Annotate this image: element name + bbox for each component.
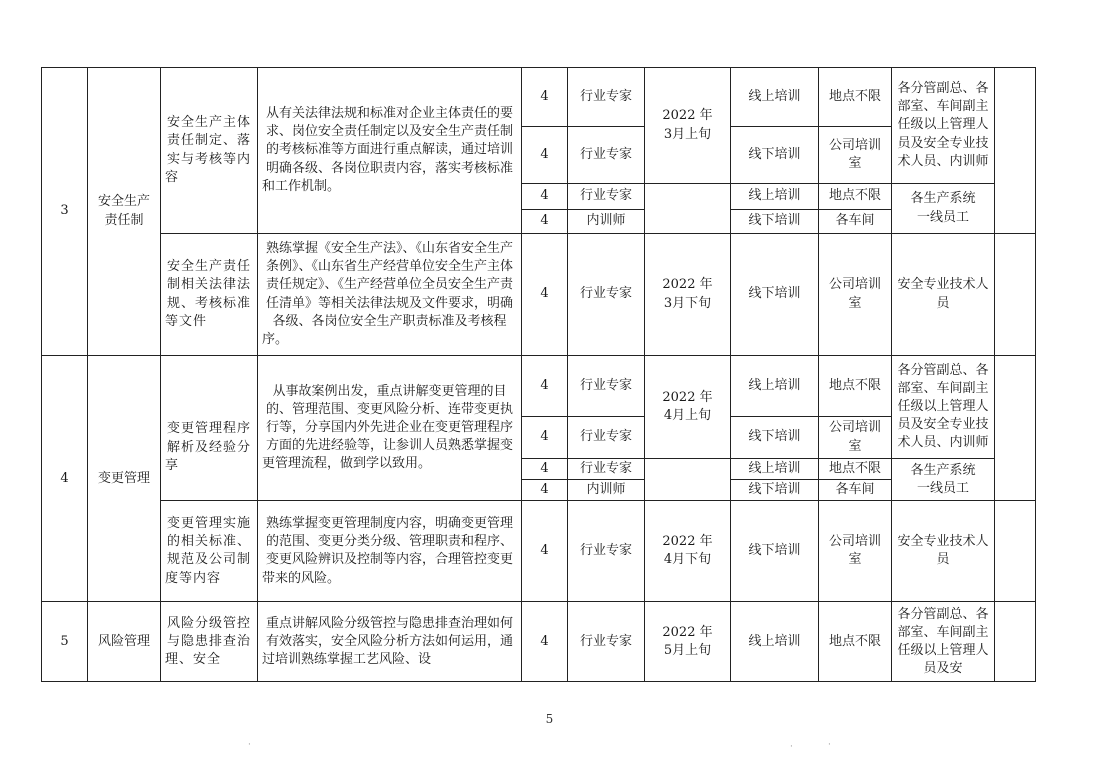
audience-cell: 各生产系统 一线员工: [892, 184, 995, 234]
blank-cell: [995, 602, 1036, 682]
row-number: 4: [42, 356, 88, 602]
audience-cell: 各分管副总、各部室、车间副主任级以上管理人员及安全专业技术人员、内训师: [892, 356, 995, 459]
mode-cell: 线下培训: [731, 210, 819, 234]
training-plan-table: [41, 67, 1036, 682]
mode-cell: 线下培训: [731, 480, 819, 501]
topic-cell: 安全生产责任制相关法律法规、考核标准等文件: [161, 234, 258, 356]
category-cell: 风险管理: [88, 602, 161, 682]
audience-cell: 安全专业技术人员: [892, 234, 995, 356]
trainer-cell: 行业专家: [568, 184, 645, 210]
trainer-cell: 行业专家: [568, 68, 645, 127]
time-cell: 2022 年 5月上旬: [645, 602, 731, 682]
time-cell: 2022 年 4月上旬: [645, 356, 731, 459]
trainer-cell: 行业专家: [568, 459, 645, 480]
mode-cell: 线下培训: [731, 417, 819, 459]
time-cell-empty: [645, 184, 731, 234]
description-cell: 从有关法律法规和标准对企业主体责任的要求、岗位安全责任制定以及安全生产责任制的考核标准等方面进行重点解读，通过培训明确各级、各岗位职责内容，落实考核标准和工作机制。: [258, 68, 522, 234]
mode-cell: 线上培训: [731, 356, 819, 417]
hours-cell: 4: [522, 602, 568, 682]
place-cell: 地点不限: [819, 459, 892, 480]
scan-speck: ·: [790, 742, 793, 752]
hours-cell: 4: [522, 417, 568, 459]
audience-cell: 各分管副总、各部室、车间副主任级以上管理人员及安: [892, 602, 995, 682]
table-row: [42, 501, 1036, 602]
hours-cell: 4: [522, 234, 568, 356]
place-cell: 各车间: [819, 210, 892, 234]
place-cell: 地点不限: [819, 356, 892, 417]
trainer-cell: 行业专家: [568, 417, 645, 459]
hours-cell: 4: [522, 501, 568, 602]
description-cell: 从事故案例出发，重点讲解变更管理的目的、管理范围、变更风险分析、连带变更执行等，分享国内外先进企业在变更管理程序方面的先进经验等，让参训人员熟悉掌握变更管理流程，做到学以致用。: [258, 356, 522, 501]
category-cell: 安全生产责任制: [88, 68, 161, 356]
time-cell: 2022 年 3月上旬: [645, 68, 731, 184]
mode-cell: 线上培训: [731, 68, 819, 127]
table-row: [42, 356, 1036, 417]
hours-cell: 4: [522, 459, 568, 480]
place-cell: 公司培训室: [819, 417, 892, 459]
hours-cell: 4: [522, 356, 568, 417]
scan-speck: ·: [248, 740, 251, 750]
topic-cell: 风险分级管控与隐患排查治理、安全: [161, 602, 258, 682]
table-row: [42, 234, 1036, 356]
trainer-cell: 内训师: [568, 480, 645, 501]
table-row: [42, 68, 1036, 127]
scan-speck: ·: [828, 740, 831, 750]
time-cell-empty: [645, 459, 731, 501]
audience-cell: 安全专业技术人员: [892, 501, 995, 602]
trainer-cell: 行业专家: [568, 356, 645, 417]
blank-cell: [995, 234, 1036, 356]
place-cell: 各车间: [819, 480, 892, 501]
place-cell: 公司培训室: [819, 234, 892, 356]
trainer-cell: 行业专家: [568, 127, 645, 184]
topic-cell: 变更管理程序解析及经验分享: [161, 356, 258, 501]
topic-cell: 安全生产主体责任制定、落实与考核等内容: [161, 68, 258, 234]
place-cell: 公司培训室: [819, 501, 892, 602]
audience-cell: 各生产系统 一线员工: [892, 459, 995, 501]
mode-cell: 线上培训: [731, 184, 819, 210]
topic-cell: 变更管理实施的相关标准、规范及公司制度等内容: [161, 501, 258, 602]
row-number: 5: [42, 602, 88, 682]
blank-cell: [995, 68, 1036, 234]
time-cell: 2022 年 3月下旬: [645, 234, 731, 356]
description-cell: 重点讲解风险分级管控与隐患排查治理如何有效落实，安全风险分析方法如何运用，通过培训熟练掌握工艺风险、设: [258, 602, 522, 682]
hours-cell: 4: [522, 68, 568, 127]
hours-cell: 4: [522, 127, 568, 184]
page-number: 5: [545, 712, 554, 726]
blank-cell: [995, 356, 1036, 501]
place-cell: 地点不限: [819, 602, 892, 682]
hours-cell: 4: [522, 184, 568, 210]
table-row: [42, 602, 1036, 682]
blank-cell: [995, 501, 1036, 602]
audience-cell: 各分管副总、各部室、车间副主任级以上管理人员及安全专业技术人员、内训师: [892, 68, 995, 184]
trainer-cell: 行业专家: [568, 602, 645, 682]
place-cell: 地点不限: [819, 184, 892, 210]
mode-cell: 线下培训: [731, 501, 819, 602]
description-cell: 熟练掌握变更管理制度内容，明确变更管理的范围、变更分类分级、管理职责和程序、变更风险辨识及控制等内容，合理管控变更带来的风险。: [258, 501, 522, 602]
hours-cell: 4: [522, 480, 568, 501]
mode-cell: 线下培训: [731, 234, 819, 356]
trainer-cell: 内训师: [568, 210, 645, 234]
time-cell: 2022 年 4月下旬: [645, 501, 731, 602]
row-number: 3: [42, 68, 88, 356]
mode-cell: 线下培训: [731, 127, 819, 184]
hours-cell: 4: [522, 210, 568, 234]
mode-cell: 线上培训: [731, 459, 819, 480]
category-cell: 变更管理: [88, 356, 161, 602]
trainer-cell: 行业专家: [568, 501, 645, 602]
place-cell: 地点不限: [819, 68, 892, 127]
description-cell: 熟练掌握《安全生产法》、《山东省安全生产条例》、《山东省生产经营单位安全生产主体责任规定》、《生产经营单位全员安全生产责任清单》等相关法律法规及文件要求，明确各级、各岗位安全生产职责标准及考核程序。: [258, 234, 522, 356]
place-cell: 公司培训室: [819, 127, 892, 184]
mode-cell: 线上培训: [731, 602, 819, 682]
trainer-cell: 行业专家: [568, 234, 645, 356]
